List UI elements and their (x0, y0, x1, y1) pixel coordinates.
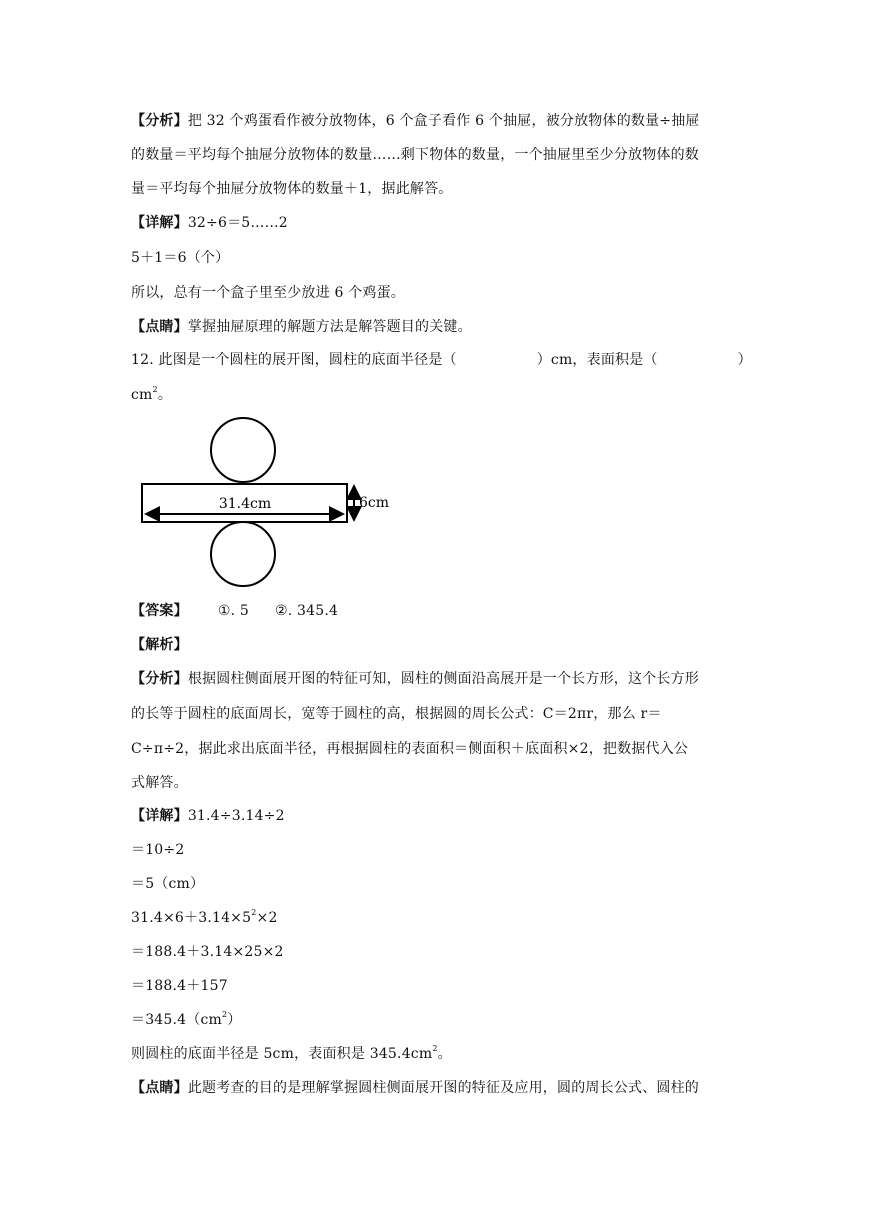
detail-2-line-5: ＝188.4＋3.14×25×2 (131, 944, 284, 960)
detail-2-line-2: ＝10÷2 (131, 842, 185, 858)
analysis-1-line-1 (131, 111, 700, 131)
question-text-e: 。 (157, 387, 173, 403)
solution-tag: 【解析】 (131, 637, 188, 653)
analysis-1-line-2: 的数量＝平均每个抽屉分放物体的数量……剩下物体的数量，一个抽屉里至少分放物体的数 (131, 147, 699, 163)
top-circle (211, 418, 275, 482)
expr-part-a: ＝345.4（cm (131, 1012, 222, 1028)
analysis-2-line-4: 式解答。 (131, 775, 188, 791)
analysis-text: 根据圆柱侧面展开图的特征可知，圆柱的侧面沿高展开是一个长方形，这个长方形 (187, 671, 700, 687)
analysis-2-line-1 (131, 669, 699, 689)
conclusion-part-a: 则圆柱的底面半径是 5cm，表面积是 345.4cm (131, 1046, 433, 1062)
answer-1: ①. 5 (217, 603, 249, 619)
comment-tag: 【点睛】 (131, 319, 188, 335)
analysis-tag: 【分析】 (131, 671, 188, 687)
detail-1-line-2: 5＋1＝6（个） (131, 250, 230, 266)
answer-tag: 【答案】 (131, 603, 188, 619)
superscript: 2 (152, 385, 158, 394)
detail-2-line-4 (131, 908, 278, 928)
analysis-tag: 【分析】 (131, 113, 188, 129)
answer-2: ②. 345.4 (274, 603, 339, 619)
question-12-line-2 (131, 385, 172, 405)
expr-part-b: ×2 (256, 910, 278, 926)
question-text-a: 12. 此图是一个圆柱的展开图，圆柱的底面半径是（ (131, 352, 457, 368)
detail-text: 31.4÷3.14÷2 (187, 808, 285, 824)
detail-2-line-1 (131, 806, 285, 826)
comment-2 (131, 1078, 699, 1098)
question-text-b: ）cm，表面积是（ (536, 352, 658, 368)
width-label: 6cm (359, 495, 390, 511)
question-text-c: ） (737, 352, 752, 368)
question-text-d: cm (131, 387, 153, 403)
conclusion-part-b: 。 (437, 1046, 452, 1062)
answer-line (131, 601, 338, 621)
comment-text: 掌握抽屉原理的解题方法是解答题目的关键。 (187, 319, 472, 335)
superscript: 2 (251, 908, 257, 917)
detail-1-line-3: 所以，总有一个盒子里至少放进 6 个鸡蛋。 (131, 285, 406, 301)
comment-tag: 【点睛】 (131, 1080, 188, 1096)
detail-2-line-6: ＝188.4＋157 (131, 978, 228, 994)
expr-part-b: ） (227, 1012, 242, 1028)
bottom-circle (211, 522, 275, 586)
detail-tag: 【详解】 (131, 215, 188, 231)
superscript: 2 (222, 1010, 228, 1019)
cylinder-net-figure (138, 410, 398, 595)
detail-2-line-8 (131, 1044, 452, 1064)
detail-text: 32÷6＝5……2 (187, 215, 288, 231)
detail-tag: 【详解】 (131, 808, 188, 824)
length-label: 31.4cm (218, 496, 272, 512)
analysis-2-line-2: 的长等于圆柱的底面周长，宽等于圆柱的高，根据圆的周长公式：C＝2πr，那么 r＝ (131, 706, 662, 722)
detail-2-line-3: ＝5（cm） (131, 876, 205, 892)
comment-1 (131, 317, 472, 337)
detail-1-line-1 (131, 213, 288, 233)
expr-part-a: 31.4×6＋3.14×5 (131, 910, 252, 926)
detail-2-line-7 (131, 1010, 242, 1030)
analysis-1-line-3: 量＝平均每个抽屉分放物体的数量＋1，据此解答。 (131, 181, 453, 197)
question-12-line-1 (131, 350, 752, 370)
analysis-2-line-3: C÷π÷2，据此求出底面半径，再根据圆柱的表面积＝侧面积＋底面积×2，把数据代入公 (131, 741, 689, 757)
comment-text: 此题考查的目的是理解掌握圆柱侧面展开图的特征及应用，圆的周长公式、圆柱的 (187, 1080, 700, 1096)
superscript: 2 (432, 1044, 438, 1053)
analysis-text: 把 32 个鸡蛋看作被分放物体，6 个盒子看作 6 个抽屉，被分放物体的数量÷抽屉 (187, 113, 700, 129)
